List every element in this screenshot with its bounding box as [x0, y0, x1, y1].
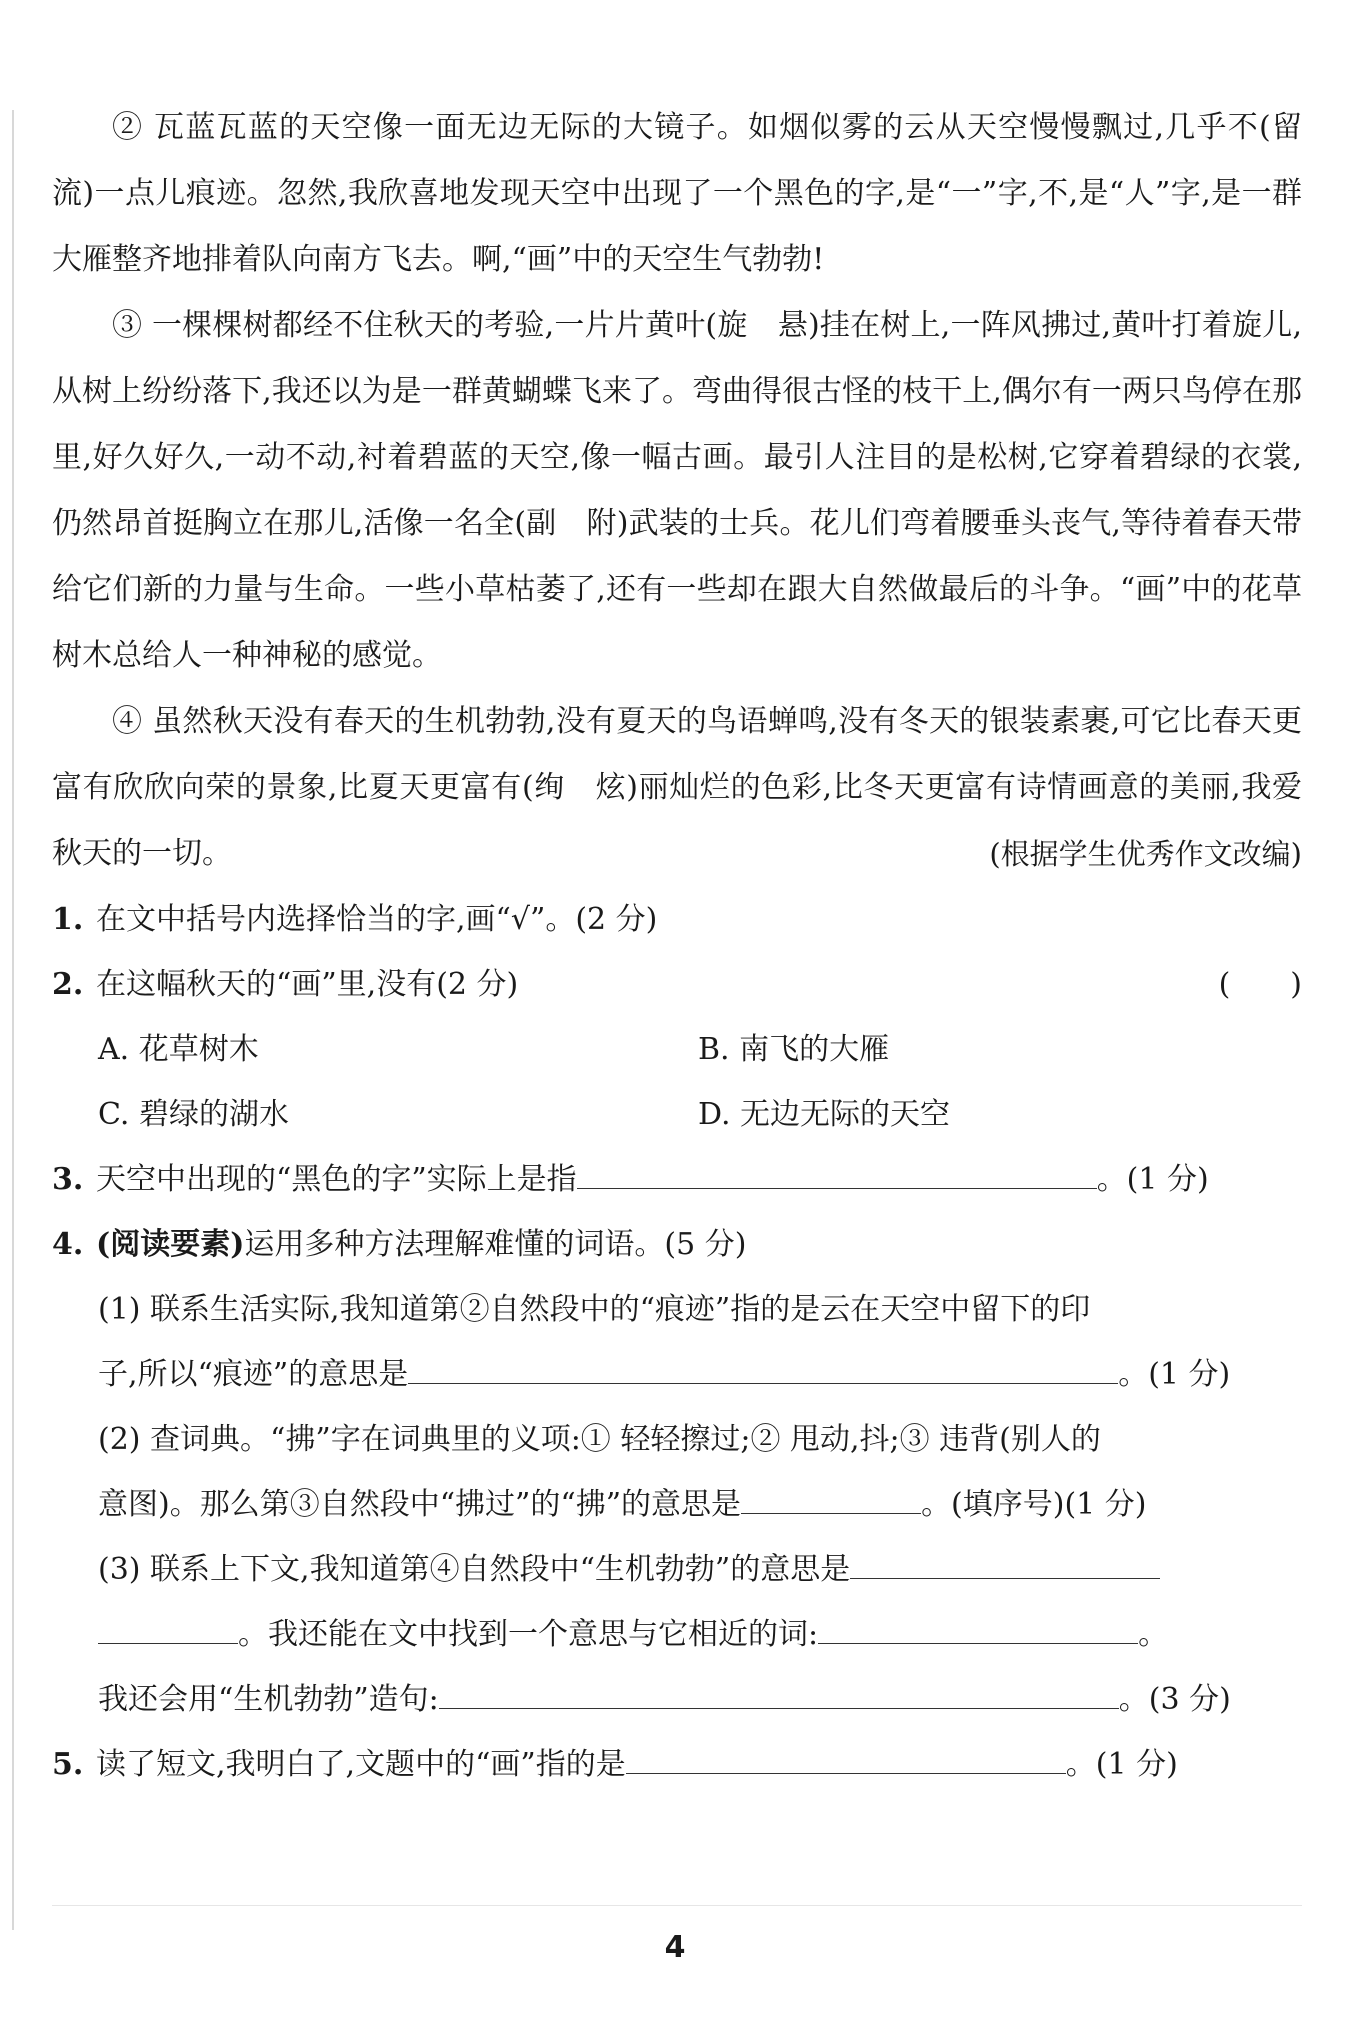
sub-question-3-sentence — [52, 1667, 1302, 1732]
option-c[interactable]: C. 碧绿的湖水 — [98, 1097, 289, 1132]
char-choice[interactable]: 绚 炫 — [533, 770, 627, 805]
sub-question-3 — [52, 1537, 1302, 1602]
sub-question-1-cont — [52, 1342, 1302, 1407]
question-5 — [52, 1732, 1302, 1797]
question-text: 读了短文,我明白了,文题中的“画”指的是 — [96, 1747, 626, 1782]
score-note: 。(1 分) — [1096, 1162, 1209, 1197]
question-number: 1. — [52, 902, 84, 937]
sub-question-text: 意图)。那么第③自然段中“拂过”的“拂”的意思是 — [98, 1487, 742, 1522]
source-note: (根据学生优秀作文改编) — [989, 837, 1302, 871]
paragraph-text: )丽灿烂的色彩,比冬天更富有诗情画意的美丽,我爱秋天的一切。 — [52, 770, 1303, 871]
question-text: 在这幅秋天的“画”里,没有(2 分) — [96, 967, 519, 1002]
score-note: 。(1 分) — [1065, 1747, 1178, 1782]
paragraph-text: ④ 虽然秋天没有春天的生机勃勃,没有夏天的鸟语蝉鸣,没有冬天的银装素裹,可它比春天更富有欣欣向荣的景象,比夏天更富有( — [52, 704, 1302, 805]
worksheet-page — [52, 95, 1332, 1797]
paragraph-text: )武装的士兵。花儿们弯着腰垂头丧气,等待着春天带给它们新的力量与生命。一些小草枯萎了,还有一些却在跟大自然做最后的斗争。“画”中的花草树木总给人一种神秘的感觉。 — [52, 506, 1302, 673]
paragraph-text: ② 瓦蓝瓦蓝的天空像一面无边无际的大镜子。如烟似雾的云从天空慢慢飘过,几乎不( — [112, 110, 1271, 145]
answer-blank[interactable] — [408, 1353, 1118, 1384]
question-text: 运用多种方法理解难懂的词语。(5 分) — [244, 1227, 747, 1262]
char-choice[interactable]: 留 流 — [52, 110, 1332, 211]
char-choice[interactable]: 旋 悬 — [717, 308, 808, 343]
question-1 — [52, 887, 1302, 952]
options-row-1 — [52, 1017, 1302, 1082]
question-3 — [52, 1147, 1302, 1212]
paragraph-text: ③ 一棵棵树都经不住秋天的考验,一片片黄叶( — [112, 308, 718, 343]
answer-blank[interactable] — [818, 1613, 1138, 1644]
sub-question-2-cont — [52, 1472, 1302, 1537]
punctuation: 。 — [1138, 1617, 1169, 1652]
paragraph-text: )挂在树上,一阵风拂过,黄叶打着旋儿,从树上纷纷落下,我还以为是一群黄蝴蝶飞来了。弯曲得很古怪的枝干上,偶尔有一两只鸟停在那里,好久好久,一动不动,衬着碧蓝的天空,像一幅古画。最引人注目的是松树,它穿着碧绿的衣裳,仍然昂首挺胸立在那儿,活像一名全( — [52, 308, 1303, 541]
option-b[interactable]: B. 南飞的大雁 — [698, 1032, 890, 1067]
char-choice[interactable]: 副 附 — [526, 506, 617, 541]
option-a[interactable]: A. 花草树木 — [98, 1032, 259, 1067]
paragraph-2 — [52, 95, 1332, 293]
sub-question-text: 子,所以“痕迹”的意思是 — [98, 1357, 409, 1392]
question-4 — [52, 1212, 1302, 1277]
footer-divider — [52, 1905, 1302, 1906]
question-number: 5. — [52, 1747, 84, 1782]
sub-question-3-cont — [52, 1602, 1302, 1667]
sub-question-2 — [52, 1407, 1302, 1472]
reading-element-tag: (阅读要素) — [96, 1227, 245, 1262]
answer-blank[interactable] — [626, 1743, 1066, 1774]
sub-question-text: 我还会用“生机勃勃”造句: — [98, 1682, 439, 1717]
sub-question-text: (1) 联系生活实际,我知道第②自然段中的“痕迹”指的是云在天空中留下的印 — [98, 1292, 1091, 1327]
question-text: 在文中括号内选择恰当的字,画“√”。(2 分) — [96, 902, 658, 937]
options-row-2 — [52, 1082, 1302, 1147]
sub-question-text: (2) 查词典。“拂”字在词典里的义项:① 轻轻擦过;② 甩动,抖;③ 违背(别人的 — [98, 1422, 1101, 1457]
option-d[interactable]: D. 无边无际的天空 — [698, 1097, 951, 1132]
question-text: 天空中出现的“黑色的字”实际上是指 — [96, 1162, 577, 1197]
sub-question-1 — [52, 1277, 1302, 1342]
answer-blank[interactable] — [577, 1158, 1097, 1189]
score-note: 。(3 分) — [1118, 1682, 1231, 1717]
paragraph-text: )一点儿痕迹。忽然,我欣喜地发现天空中出现了一个黑色的字,是“一”字,不,是“人”字,是一群大雁整齐地排着队向南方飞去。啊,“画”中的天空生气勃勃! — [52, 176, 1303, 277]
page-number: 4 — [664, 1930, 686, 1965]
question-2 — [52, 952, 1302, 1017]
question-number: 4. — [52, 1227, 84, 1262]
score-note: 。(1 分) — [1118, 1357, 1231, 1392]
page-edge — [12, 110, 14, 1930]
sub-question-text: 。我还能在文中找到一个意思与它相近的词: — [238, 1617, 819, 1652]
score-note: 。(填序号)(1 分) — [921, 1487, 1147, 1522]
question-number: 2. — [52, 967, 84, 1002]
answer-blank[interactable] — [98, 1613, 238, 1644]
answer-parentheses[interactable]: ( ) — [1218, 967, 1302, 1002]
answer-blank[interactable] — [741, 1483, 921, 1514]
sub-question-text: (3) 联系上下文,我知道第④自然段中“生机勃勃”的意思是 — [98, 1552, 851, 1587]
answer-blank[interactable] — [850, 1548, 1160, 1579]
paragraph-3 — [52, 293, 1302, 689]
question-number: 3. — [52, 1162, 84, 1197]
answer-blank[interactable] — [439, 1678, 1119, 1709]
